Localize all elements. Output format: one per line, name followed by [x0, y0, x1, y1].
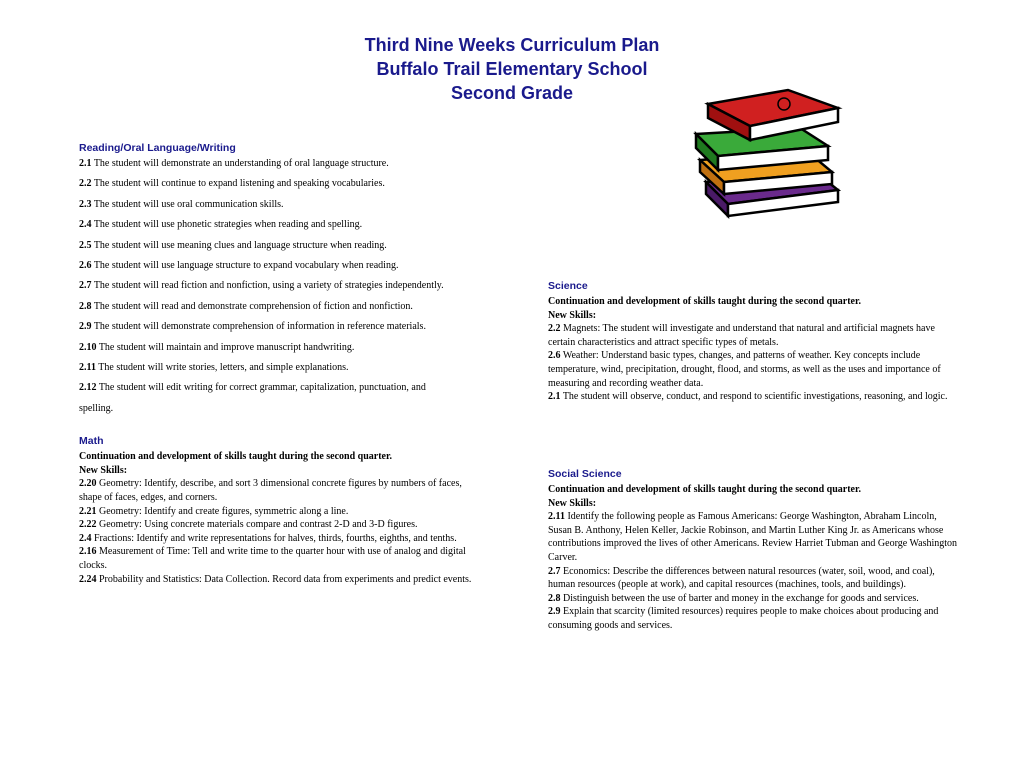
- reading-item-number: 2.3: [79, 198, 92, 210]
- reading-item: [79, 239, 479, 253]
- social-science-section: [548, 468, 958, 633]
- science-section: [548, 280, 958, 404]
- reading-item-number: 2.7: [79, 280, 92, 292]
- reading-item-text: The student will read and demonstrate comprehension of fiction and nonfiction.: [93, 300, 413, 312]
- title-line-2: Buffalo Trail Elementary School: [376, 59, 648, 79]
- social-item-text: Economics: Describe the differences between natural resources (water, soil, wood, and coal), human resources (people at work), and capital resources (machines, tools, and buildings).: [548, 565, 935, 591]
- reading-item: [79, 157, 479, 171]
- math-item-number: 2.20: [79, 478, 97, 490]
- math-item: [79, 518, 479, 532]
- math-item: [79, 573, 479, 587]
- science-item: [548, 390, 958, 404]
- reading-item-number: 2.9: [79, 321, 92, 333]
- reading-item-number: 2.12: [79, 382, 97, 394]
- title-line-1: Third Nine Weeks Curriculum Plan: [364, 35, 660, 55]
- reading-item: [79, 300, 479, 314]
- science-heading: Science: [548, 280, 588, 292]
- reading-item-text: The student will use meaning clues and language structure when reading.: [93, 239, 387, 251]
- reading-item: [79, 259, 479, 273]
- document-title: [0, 33, 1024, 105]
- stacked-books-icon: [688, 82, 848, 222]
- title-line-3: Second Grade: [450, 83, 574, 103]
- science-new-skills-label: New Skills:: [548, 309, 597, 321]
- reading-item: [79, 361, 479, 375]
- math-item-number: 2.22: [79, 519, 97, 531]
- social-item-number: 2.7: [548, 565, 561, 577]
- social-item: [548, 592, 958, 606]
- math-intro: Continuation and development of skills taught during the second quarter.: [79, 451, 393, 463]
- math-item: [79, 545, 479, 572]
- science-item-text: Magnets: The student will investigate and understand that natural and artificial magnets have certain characteristics and attract specific types of metals.: [548, 323, 935, 348]
- social-item: [548, 565, 958, 592]
- reading-item-text: The student will use oral communication skills.: [93, 198, 284, 210]
- reading-item-text: The student will demonstrate comprehension of information in reference materials.: [93, 321, 426, 333]
- math-item-number: 2.16: [79, 546, 97, 558]
- math-item-number: 2.4: [79, 532, 92, 544]
- reading-item-text: The student will read fiction and nonfiction, using a variety of strategies independently.: [93, 280, 444, 292]
- reading-item-number: 2.10: [79, 341, 97, 353]
- reading-item-text: The student will use phonetic strategies when reading and spelling.: [93, 219, 363, 231]
- math-item-text: Geometry: Identify, describe, and sort 3 dimensional concrete figures by numbers of faces, shape of faces, edges, and corners.: [79, 478, 462, 504]
- science-item-number: 2.6: [548, 350, 561, 362]
- math-new-skills-label: New Skills:: [79, 464, 128, 476]
- reading-item: [79, 402, 479, 416]
- science-item: [548, 349, 958, 390]
- math-item-text: Fractions: Identify and write representations for halves, thirds, fourths, eighths, and tenths.: [94, 532, 457, 544]
- reading-item: [79, 320, 479, 334]
- social-item-text: Explain that scarcity (limited resources) requires people to make choices about producing and consuming goods and services.: [548, 606, 939, 631]
- math-item-text: Geometry: Identify and create figures, symmetric along a line.: [99, 505, 349, 517]
- reading-item: [79, 341, 479, 355]
- math-item-text: Geometry: Using concrete materials compare and contrast 2-D and 3-D figures.: [99, 519, 418, 531]
- social-item-number: 2.8: [548, 592, 561, 604]
- reading-item-text: The student will edit writing for correct grammar, capitalization, punctuation, and: [98, 382, 426, 394]
- social-science-intro: Continuation and development of skills taught during the second quarter.: [548, 484, 862, 495]
- reading-item-number: 2.5: [79, 239, 92, 251]
- social-item: [548, 605, 958, 632]
- reading-item-text: spelling.: [79, 402, 114, 414]
- reading-item-text: The student will demonstrate an understanding of oral language structure.: [93, 158, 389, 169]
- math-item-number: 2.21: [79, 505, 97, 517]
- reading-item-number: 2.8: [79, 300, 92, 312]
- social-science-skills-list: [548, 510, 958, 632]
- reading-item-text: The student will continue to expand listening and speaking vocabularies.: [93, 178, 385, 190]
- reading-item-number: 2.1: [79, 158, 92, 169]
- reading-item-text: The student will maintain and improve manuscript handwriting.: [98, 341, 355, 353]
- reading-item-number: 2.4: [79, 219, 92, 231]
- science-item-text: Weather: Understand basic types, changes, and patterns of weather. Key concepts include temperature, wind, precipitation, drought, flood, and storms, as well as the uses and importance of measuring and recording weather data.: [548, 350, 941, 389]
- science-item-number: 2.1: [548, 391, 561, 403]
- math-item-text: Probability and Statistics: Data Collection. Record data from experiments and predict events.: [99, 573, 472, 585]
- reading-item-number: 2.2: [79, 178, 92, 190]
- math-heading: Math: [79, 435, 104, 448]
- social-item-text: Identify the following people as Famous Americans: George Washington, Abraham Lincoln, Susan B. Anthony, Helen Keller, Jackie Robinson, and Martin Luther King Jr. as Americans whose contributions improved the lives of other Americans. Review Harriet Tubman and George Washington Carver.: [548, 511, 958, 563]
- reading-item: [79, 177, 479, 191]
- reading-item-number: 2.11: [79, 361, 96, 373]
- reading-standards-list: [79, 157, 479, 415]
- reading-item-number: 2.6: [79, 259, 92, 271]
- math-item: [79, 532, 479, 546]
- math-item: [79, 477, 479, 504]
- math-section: [79, 435, 479, 586]
- reading-heading: Reading/Oral Language/Writing: [79, 142, 236, 154]
- reading-item: [79, 198, 479, 212]
- social-item-number: 2.11: [548, 511, 565, 523]
- math-item: [79, 505, 479, 519]
- reading-item: [79, 218, 479, 232]
- reading-item: [79, 381, 479, 395]
- reading-item-text: The student will write stories, letters, and simple explanations.: [98, 361, 349, 373]
- reading-item: [79, 279, 479, 293]
- science-item: [548, 322, 958, 349]
- left-column: [79, 142, 479, 586]
- science-skills-list: [548, 322, 958, 404]
- social-item-number: 2.9: [548, 606, 561, 618]
- math-skills-list: [79, 477, 479, 586]
- science-item-number: 2.2: [548, 323, 561, 335]
- reading-item-text: The student will use language structure to expand vocabulary when reading.: [93, 259, 399, 271]
- math-item-number: 2.24: [79, 573, 97, 585]
- math-item-text: Measurement of Time: Tell and write time to the quarter hour with use of analog and digital clocks.: [79, 546, 466, 572]
- social-science-heading: Social Science: [548, 468, 622, 480]
- science-intro: Continuation and development of skills taught during the second quarter.: [548, 296, 862, 307]
- social-science-new-skills-label: New Skills:: [548, 497, 597, 509]
- social-item: [548, 510, 958, 564]
- social-item-text: Distinguish between the use of barter and money in the exchange for goods and services.: [563, 592, 919, 604]
- science-item-text: The student will observe, conduct, and respond to scientific investigations, reasoning, and logic.: [562, 391, 948, 403]
